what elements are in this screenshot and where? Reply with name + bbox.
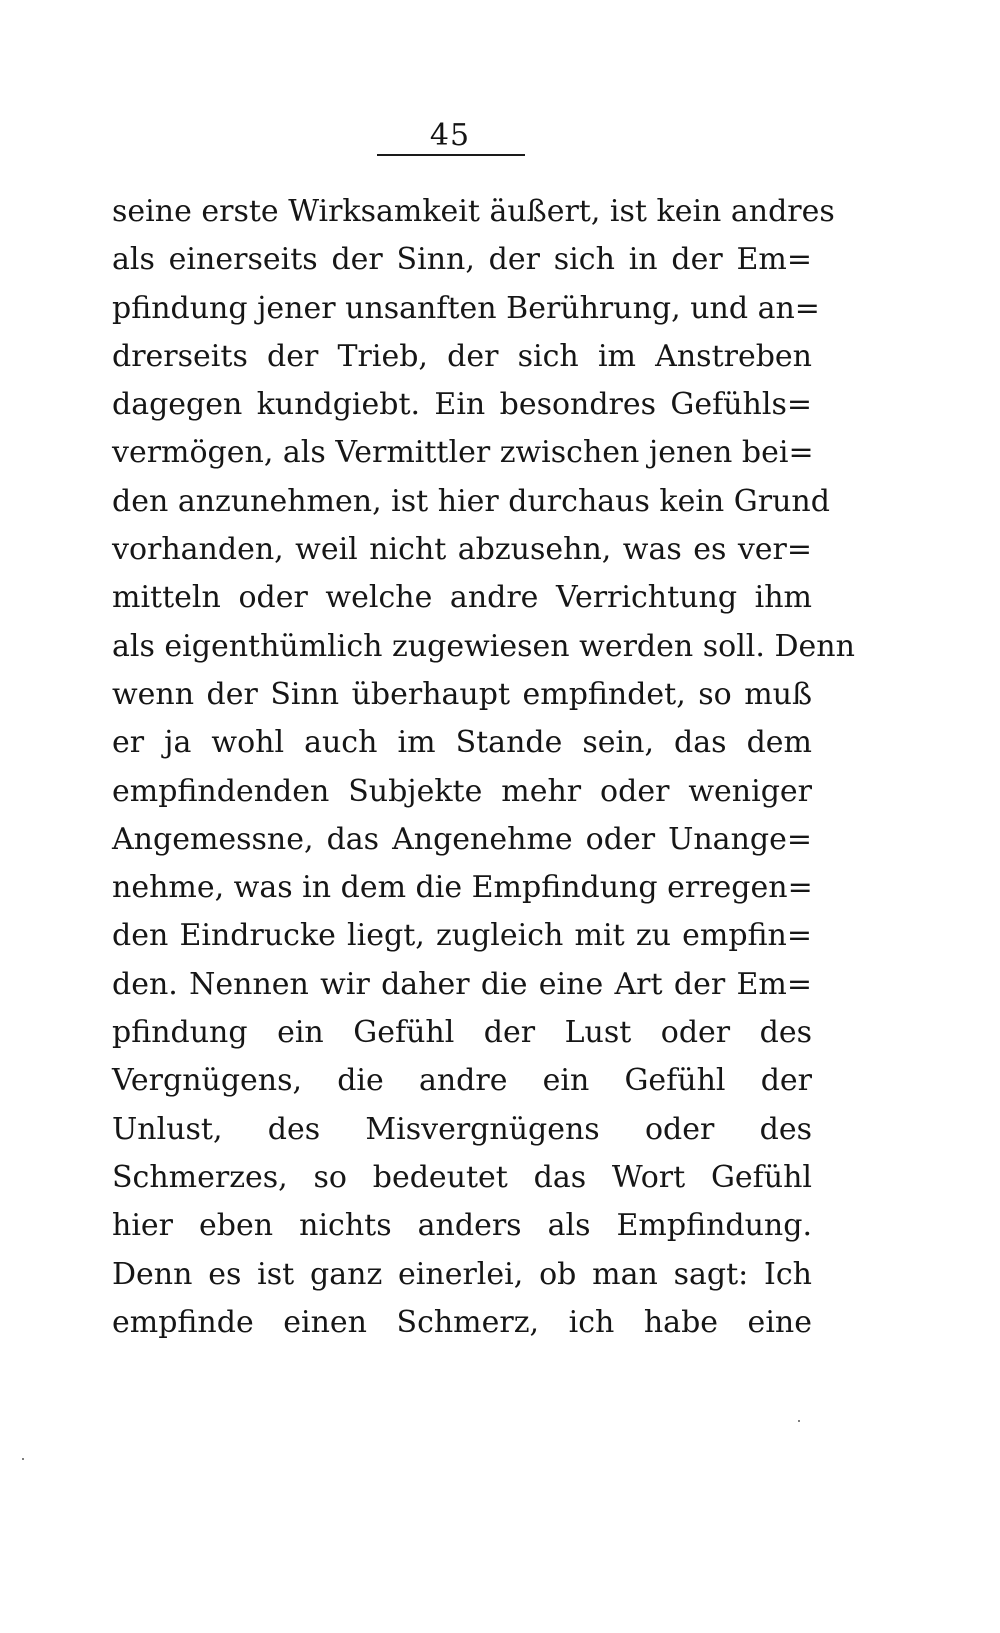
page-number: 45 xyxy=(429,118,471,153)
paper-speck xyxy=(22,1458,24,1460)
text-line: wenn der Sinn überhaupt empfindet, so muß xyxy=(112,676,812,712)
text-line: drerseits der Trieb, der sich im Anstreben xyxy=(112,338,812,374)
text-line: vorhanden, weil nicht abzusehn, was es ver= xyxy=(112,532,812,568)
text-line: Schmerzes, so bedeutet das Wort Gefühl xyxy=(112,1159,812,1195)
text-line: empfindenden Subjekte mehr oder weniger xyxy=(112,773,812,809)
text-line: mitteln oder welche andre Verrichtung ihm xyxy=(112,580,812,616)
text-line: vermögen, als Vermittler zwischen jenen bei= xyxy=(112,435,814,471)
text-line: pfindung ein Gefühl der Lust oder des xyxy=(112,1015,812,1051)
body-text xyxy=(112,188,855,1347)
text-line: den anzunehmen, ist hier durchaus kein Grund xyxy=(112,483,830,519)
text-line: Vergnügens, die andre ein Gefühl der xyxy=(112,1063,812,1099)
page-number-rule xyxy=(377,154,525,156)
text-line: als einerseits der Sinn, der sich in der Em= xyxy=(112,242,812,278)
text-line: den. Nennen wir daher die eine Art der Em= xyxy=(112,966,812,1002)
text-line: den Eindrucke liegt, zugleich mit zu empfin= xyxy=(112,918,812,954)
text-line: Angemessne, das Angenehme oder Unange= xyxy=(112,821,812,857)
text-line: seine erste Wirksamkeit äußert, ist kein andres xyxy=(112,194,835,229)
text-line: als eigenthümlich zugewiesen werden soll. Denn xyxy=(112,628,855,664)
text-line: empfinde einen Schmerz, ich habe eine xyxy=(112,1304,812,1340)
text-line: nehme, was in dem die Empfindung erregen= xyxy=(112,870,813,906)
text-line: Unlust, des Misvergnügens oder des xyxy=(112,1111,812,1147)
text-line: hier eben nichts anders als Empfindung. xyxy=(112,1208,812,1244)
text-line: Denn es ist ganz einerlei, ob man sagt: Ich xyxy=(112,1256,812,1292)
text-line: dagegen kundgiebt. Ein besondres Gefühls= xyxy=(112,387,812,423)
text-line: er ja wohl auch im Stande sein, das dem xyxy=(112,725,812,761)
paper-speck xyxy=(798,1420,800,1422)
text-line: pfindung jener unsanften Berührung, und an= xyxy=(112,290,820,326)
